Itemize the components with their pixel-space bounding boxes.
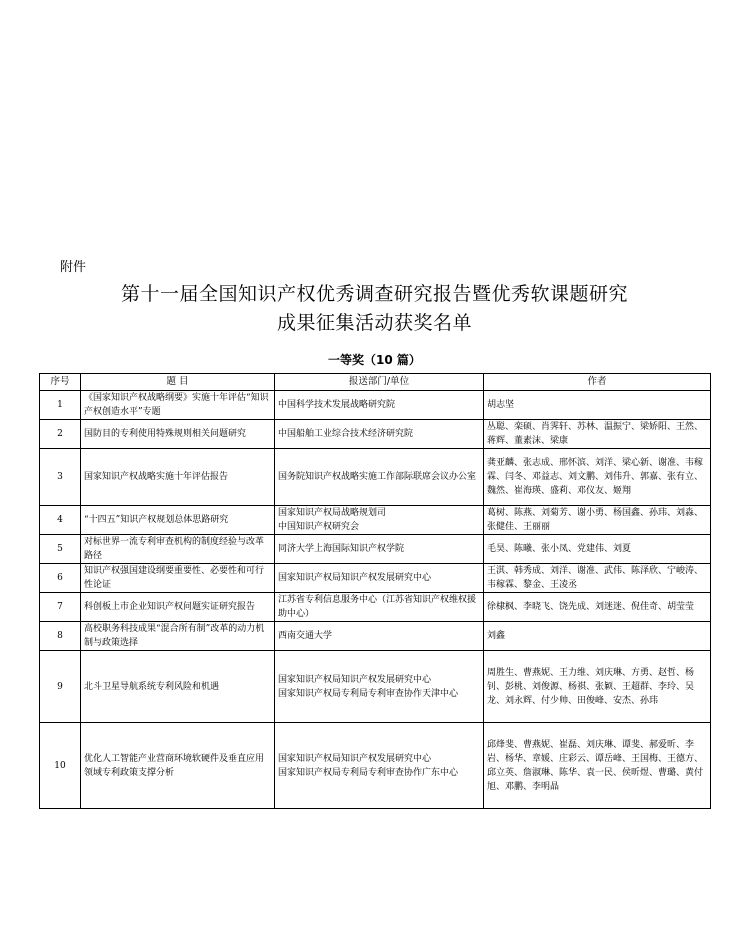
cell-topic: 优化人工智能产业营商环境软硬件及垂直应用领域专利政策支撑分析: [81, 723, 275, 809]
cell-organization: 同济大学上海国际知识产权学院: [275, 535, 484, 564]
cell-authors: 邱烽斐、曹燕妮、崔磊、刘庆琳、谭斐、郝爱昕、李岩、杨华、章媛、庄彩云、谭岳峰、王国梅、王德方、邱立英、詹淑琳、陈华、袁一民、侯昕煜、曹璐、黄付旭、邓鹏、李明晶: [484, 723, 711, 809]
header-authors: 作者: [484, 374, 711, 391]
cell-serial: 10: [40, 723, 81, 809]
cell-organization: 国家知识产权局知识产权发展研究中心 国家知识产权局专利局专利审查协作天津中心: [275, 651, 484, 723]
document-title: [40, 280, 709, 338]
table-row: [40, 506, 711, 535]
cell-topic: 科创板上市企业知识产权问题实证研究报告: [81, 593, 275, 622]
cell-topic: 北斗卫星导航系统专利风险和机遇: [81, 651, 275, 723]
title-line-1: 第十一届全国知识产权优秀调查研究报告暨优秀软课题研究: [120, 283, 628, 305]
cell-topic: 知识产权强国建设纲要重要性、必要性和可行性论证: [81, 564, 275, 593]
table-row: [40, 651, 711, 723]
title-line-2: 成果征集活动获奖名单: [276, 312, 472, 334]
award-level-heading: 一等奖（10 篇）: [328, 353, 421, 367]
cell-organization: 江苏省专利信息服务中心（江苏省知识产权维权援助中心）: [275, 593, 484, 622]
cell-serial: 7: [40, 593, 81, 622]
table-header-row: [40, 374, 711, 391]
cell-authors: 毛昊、陈曦、张小凤、党建伟、刘夏: [484, 535, 711, 564]
header-organization: 报送部门/单位: [275, 374, 484, 391]
cell-authors: 胡志坚: [484, 391, 711, 420]
cell-organization: 西南交通大学: [275, 622, 484, 651]
header-serial: 序号: [40, 374, 81, 391]
cell-serial: 1: [40, 391, 81, 420]
table-row: [40, 723, 711, 809]
header-topic: 题 目: [81, 374, 275, 391]
cell-organization: 国家知识产权局知识产权发展研究中心: [275, 564, 484, 593]
table-row: [40, 564, 711, 593]
cell-serial: 3: [40, 449, 81, 506]
attachment-label: 附件: [60, 260, 87, 275]
table-row: [40, 420, 711, 449]
cell-topic: 对标世界一流专利审查机构的制度经验与改革路径: [81, 535, 275, 564]
cell-authors: 刘鑫: [484, 622, 711, 651]
cell-topic: 《国家知识产权战略纲要》实施十年评估“知识产权创造水平”专题: [81, 391, 275, 420]
cell-authors: 丛聪、栾硕、肖霁轩、苏林、温振宁、梁娇阳、王然、蒋辉、董素沫、梁康: [484, 420, 711, 449]
table-row: [40, 622, 711, 651]
table-row: [40, 391, 711, 420]
cell-topic: 国家知识产权战略实施十年评估报告: [81, 449, 275, 506]
cell-topic: 高校职务科技成果“混合所有制”改革的动力机制与政策选择: [81, 622, 275, 651]
cell-authors: 龚亚麟、张志成、邢怀滨、刘洋、梁心新、谢准、韦稼霖、闫冬、邓益志、刘文鹏、刘伟升、郭嘉、张有立、魏然、崔海瑛、盛莉、邓仪友、姬翔: [484, 449, 711, 506]
cell-organization: 国务院知识产权战略实施工作部际联席会议办公室: [275, 449, 484, 506]
cell-serial: 8: [40, 622, 81, 651]
cell-authors: 周胜生、曹燕妮、王力维、刘庆琳、方勇、赵哲、杨钊、彭桃、刘俊源、杨祺、张颖、王超群、李玲、吴龙、刘永辉、付少帅、田俊峰、安杰、孙玮: [484, 651, 711, 723]
cell-organization: 国家知识产权局战略规划司 中国知识产权研究会: [275, 506, 484, 535]
cell-serial: 5: [40, 535, 81, 564]
cell-organization: 中国科学技术发展战略研究院: [275, 391, 484, 420]
cell-topic: 国防目的专利使用特殊规则相关问题研究: [81, 420, 275, 449]
cell-authors: 王淇、韩秀成、刘洋、谢准、武伟、陈泽欣、宁峻涛、韦稼霖、黎金、王凌丞: [484, 564, 711, 593]
table-row: [40, 593, 711, 622]
cell-organization: 中国船舶工业综合技术经济研究院: [275, 420, 484, 449]
table-row: [40, 535, 711, 564]
cell-authors: 葛树、陈燕、刘菊芳、谢小勇、杨国鑫、孙玮、刘淼、张健佳、王丽丽: [484, 506, 711, 535]
cell-serial: 4: [40, 506, 81, 535]
cell-serial: 2: [40, 420, 81, 449]
cell-topic: “十四五”知识产权规划总体思路研究: [81, 506, 275, 535]
cell-authors: 徐棣枫、李晓飞、饶先成、刘迷迷、倪佳奇、胡莹莹: [484, 593, 711, 622]
cell-serial: 6: [40, 564, 81, 593]
cell-serial: 9: [40, 651, 81, 723]
table-row: [40, 449, 711, 506]
cell-organization: 国家知识产权局知识产权发展研究中心 国家知识产权局专利局专利审查协作广东中心: [275, 723, 484, 809]
awards-table: [39, 373, 711, 809]
